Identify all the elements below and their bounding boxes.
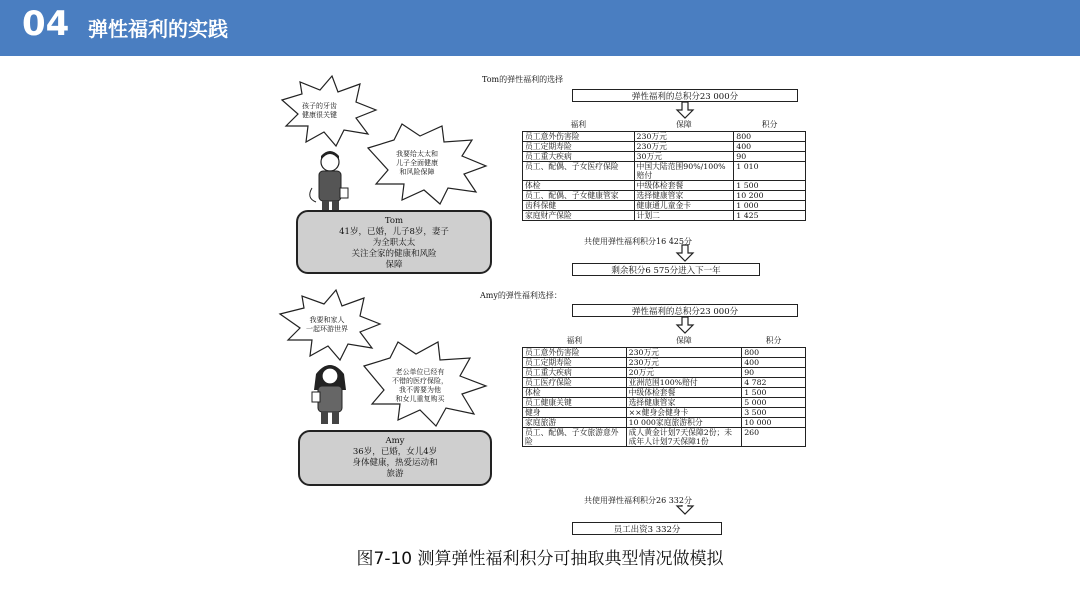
figure-caption: 图7-10 测算弹性福利积分可抽取典型情况做模拟 bbox=[356, 549, 724, 569]
amy-benefit-table bbox=[522, 336, 806, 447]
table-cell: 400 bbox=[742, 358, 806, 368]
column-header: 积分 bbox=[761, 120, 778, 129]
column-header: 福利 bbox=[566, 336, 583, 345]
table-cell: 家庭财产保险 bbox=[523, 211, 635, 221]
table-cell: 计划二 bbox=[634, 211, 734, 221]
table-cell: 4 782 bbox=[742, 378, 806, 388]
table-cell: 230万元 bbox=[626, 358, 742, 368]
table-cell: 90 bbox=[742, 368, 806, 378]
table-cell: 3 500 bbox=[742, 408, 806, 418]
table-row bbox=[523, 211, 806, 221]
column-header: 保障 bbox=[676, 120, 692, 129]
table-cell: 健康通儿童金卡 bbox=[634, 201, 734, 211]
tom-profile-box bbox=[296, 210, 492, 274]
table-cell: 1 000 bbox=[734, 201, 806, 211]
tom-remain-box: 剩余积分6 575分进入下一年 bbox=[572, 263, 760, 276]
table-cell: 1 500 bbox=[734, 181, 806, 191]
table-row bbox=[523, 162, 806, 181]
amy-profile-name: Amy bbox=[385, 436, 405, 446]
table-cell: 400 bbox=[734, 142, 806, 152]
table-cell: 1 425 bbox=[734, 211, 806, 221]
amy-bubble-1-text: 我要和家人 一起环游世界 bbox=[306, 316, 348, 333]
table-cell: 5 000 bbox=[742, 398, 806, 408]
section-number: 04 bbox=[22, 4, 70, 44]
table-cell: 员工、配偶、子女医疗保险 bbox=[523, 162, 635, 181]
woman-figure-icon bbox=[312, 365, 346, 424]
figure bbox=[272, 70, 807, 540]
section-title: 弹性福利的实践 bbox=[88, 17, 228, 41]
column-header: 保障 bbox=[676, 336, 692, 345]
table-cell: 800 bbox=[742, 348, 806, 358]
table-row bbox=[523, 358, 806, 368]
table-cell: 员工医疗保险 bbox=[523, 378, 627, 388]
table-cell: 1 500 bbox=[742, 388, 806, 398]
table-cell: 齿科保健 bbox=[523, 201, 635, 211]
table-cell: 30万元 bbox=[634, 152, 734, 162]
column-header: 福利 bbox=[570, 120, 587, 129]
table-row bbox=[523, 398, 806, 408]
table-cell: 员工重大疾病 bbox=[523, 152, 635, 162]
table-cell: ××健身会健身卡 bbox=[626, 408, 742, 418]
table-cell: 10 000家庭旅游积分 bbox=[626, 418, 742, 428]
column-header: 积分 bbox=[765, 336, 782, 345]
table-cell: 亚洲范围100%赔付 bbox=[626, 378, 742, 388]
table-row bbox=[523, 191, 806, 201]
table-cell: 员工定期寿险 bbox=[523, 358, 627, 368]
table-row bbox=[523, 428, 806, 447]
table-cell: 90 bbox=[734, 152, 806, 162]
tom-benefit-table bbox=[522, 120, 806, 221]
table-cell: 选择健康管家 bbox=[626, 398, 742, 408]
table-row bbox=[523, 152, 806, 162]
table-cell: 230万元 bbox=[634, 142, 734, 152]
tom-profile-line: 41岁，已婚，儿子8岁，妻子 bbox=[339, 227, 449, 237]
amy-remain-box: 员工出资3 332分 bbox=[572, 522, 722, 535]
tom-used-text: 共使用弹性福利积分16 425分 bbox=[584, 237, 692, 246]
tom-bubble-2-text: 我要给太太和 儿子全面健康 和风险保障 bbox=[396, 150, 438, 176]
amy-bubble-2-text: 老公单位已经有 不错的医疗保险， 我不需要为他 和女儿重复购买 bbox=[392, 368, 448, 403]
table-row bbox=[523, 388, 806, 398]
table-cell: 10 200 bbox=[734, 191, 806, 201]
table-row bbox=[523, 181, 806, 191]
table-cell: 230万元 bbox=[626, 348, 742, 358]
table-cell: 体检 bbox=[523, 181, 635, 191]
table-cell: 10 000 bbox=[742, 418, 806, 428]
table-cell: 员工健康关键 bbox=[523, 398, 627, 408]
table-row bbox=[523, 348, 806, 358]
table-row bbox=[523, 418, 806, 428]
table-cell: 选择健康管家 bbox=[634, 191, 734, 201]
table-row bbox=[523, 408, 806, 418]
tom-bubble-1-text: 孩子的牙齿 健康很关键 bbox=[302, 102, 337, 119]
table-row bbox=[523, 201, 806, 211]
table-cell: 中级体检套餐 bbox=[634, 181, 734, 191]
table-cell: 员工定期寿险 bbox=[523, 142, 635, 152]
table-cell: 家庭旅游 bbox=[523, 418, 627, 428]
table-cell: 员工、配偶、子女健康管家 bbox=[523, 191, 635, 201]
amy-profile-line: 36岁，已婚，女儿4岁 bbox=[352, 447, 438, 457]
table-cell: 员工、配偶、子女旅游意外险 bbox=[523, 428, 627, 447]
table-row bbox=[523, 378, 806, 388]
tom-heading: Tom的弹性福利的选择 bbox=[482, 75, 564, 84]
amy-used-text: 共使用弹性福利积分26 332分 bbox=[584, 496, 692, 505]
table-cell: 20万元 bbox=[626, 368, 742, 378]
table-row bbox=[523, 132, 806, 142]
amy-profile-line: 身体健康，热爱运动和 bbox=[352, 458, 438, 468]
amy-profile-line: 旅游 bbox=[386, 469, 404, 479]
table-cell: 员工意外伤害险 bbox=[523, 348, 627, 358]
table-cell: 健身 bbox=[523, 408, 627, 418]
tom-total-box: 弹性福利的总积分23 000分 bbox=[572, 89, 798, 102]
man-figure-icon bbox=[310, 151, 348, 215]
table-row bbox=[523, 142, 806, 152]
amy-profile-box bbox=[298, 430, 492, 486]
table-cell: 1 010 bbox=[734, 162, 806, 181]
header-bar bbox=[0, 0, 1080, 56]
table-cell: 中级体检套餐 bbox=[626, 388, 742, 398]
amy-total-box: 弹性福利的总积分23 000分 bbox=[572, 304, 798, 317]
tom-profile-line: 关注全家的健康和风险 bbox=[351, 249, 437, 259]
table-cell: 260 bbox=[742, 428, 806, 447]
table-cell: 成人黄金计划7天保障2份；未成年人计划7天保障1份 bbox=[626, 428, 742, 447]
tom-profile-line: 保障 bbox=[385, 260, 403, 270]
tom-profile-name: Tom bbox=[384, 216, 404, 226]
table-cell: 800 bbox=[734, 132, 806, 142]
table-cell: 230万元 bbox=[634, 132, 734, 142]
table-cell: 体检 bbox=[523, 388, 627, 398]
table-cell: 员工意外伤害险 bbox=[523, 132, 635, 142]
tom-profile-line: 为全职太太 bbox=[372, 238, 416, 248]
amy-heading: Amy的弹性福利选择： bbox=[480, 291, 562, 300]
table-cell: 员工重大疾病 bbox=[523, 368, 627, 378]
table-cell: 中国大陆范围90%/100%赔付 bbox=[634, 162, 734, 181]
table-row bbox=[523, 368, 806, 378]
